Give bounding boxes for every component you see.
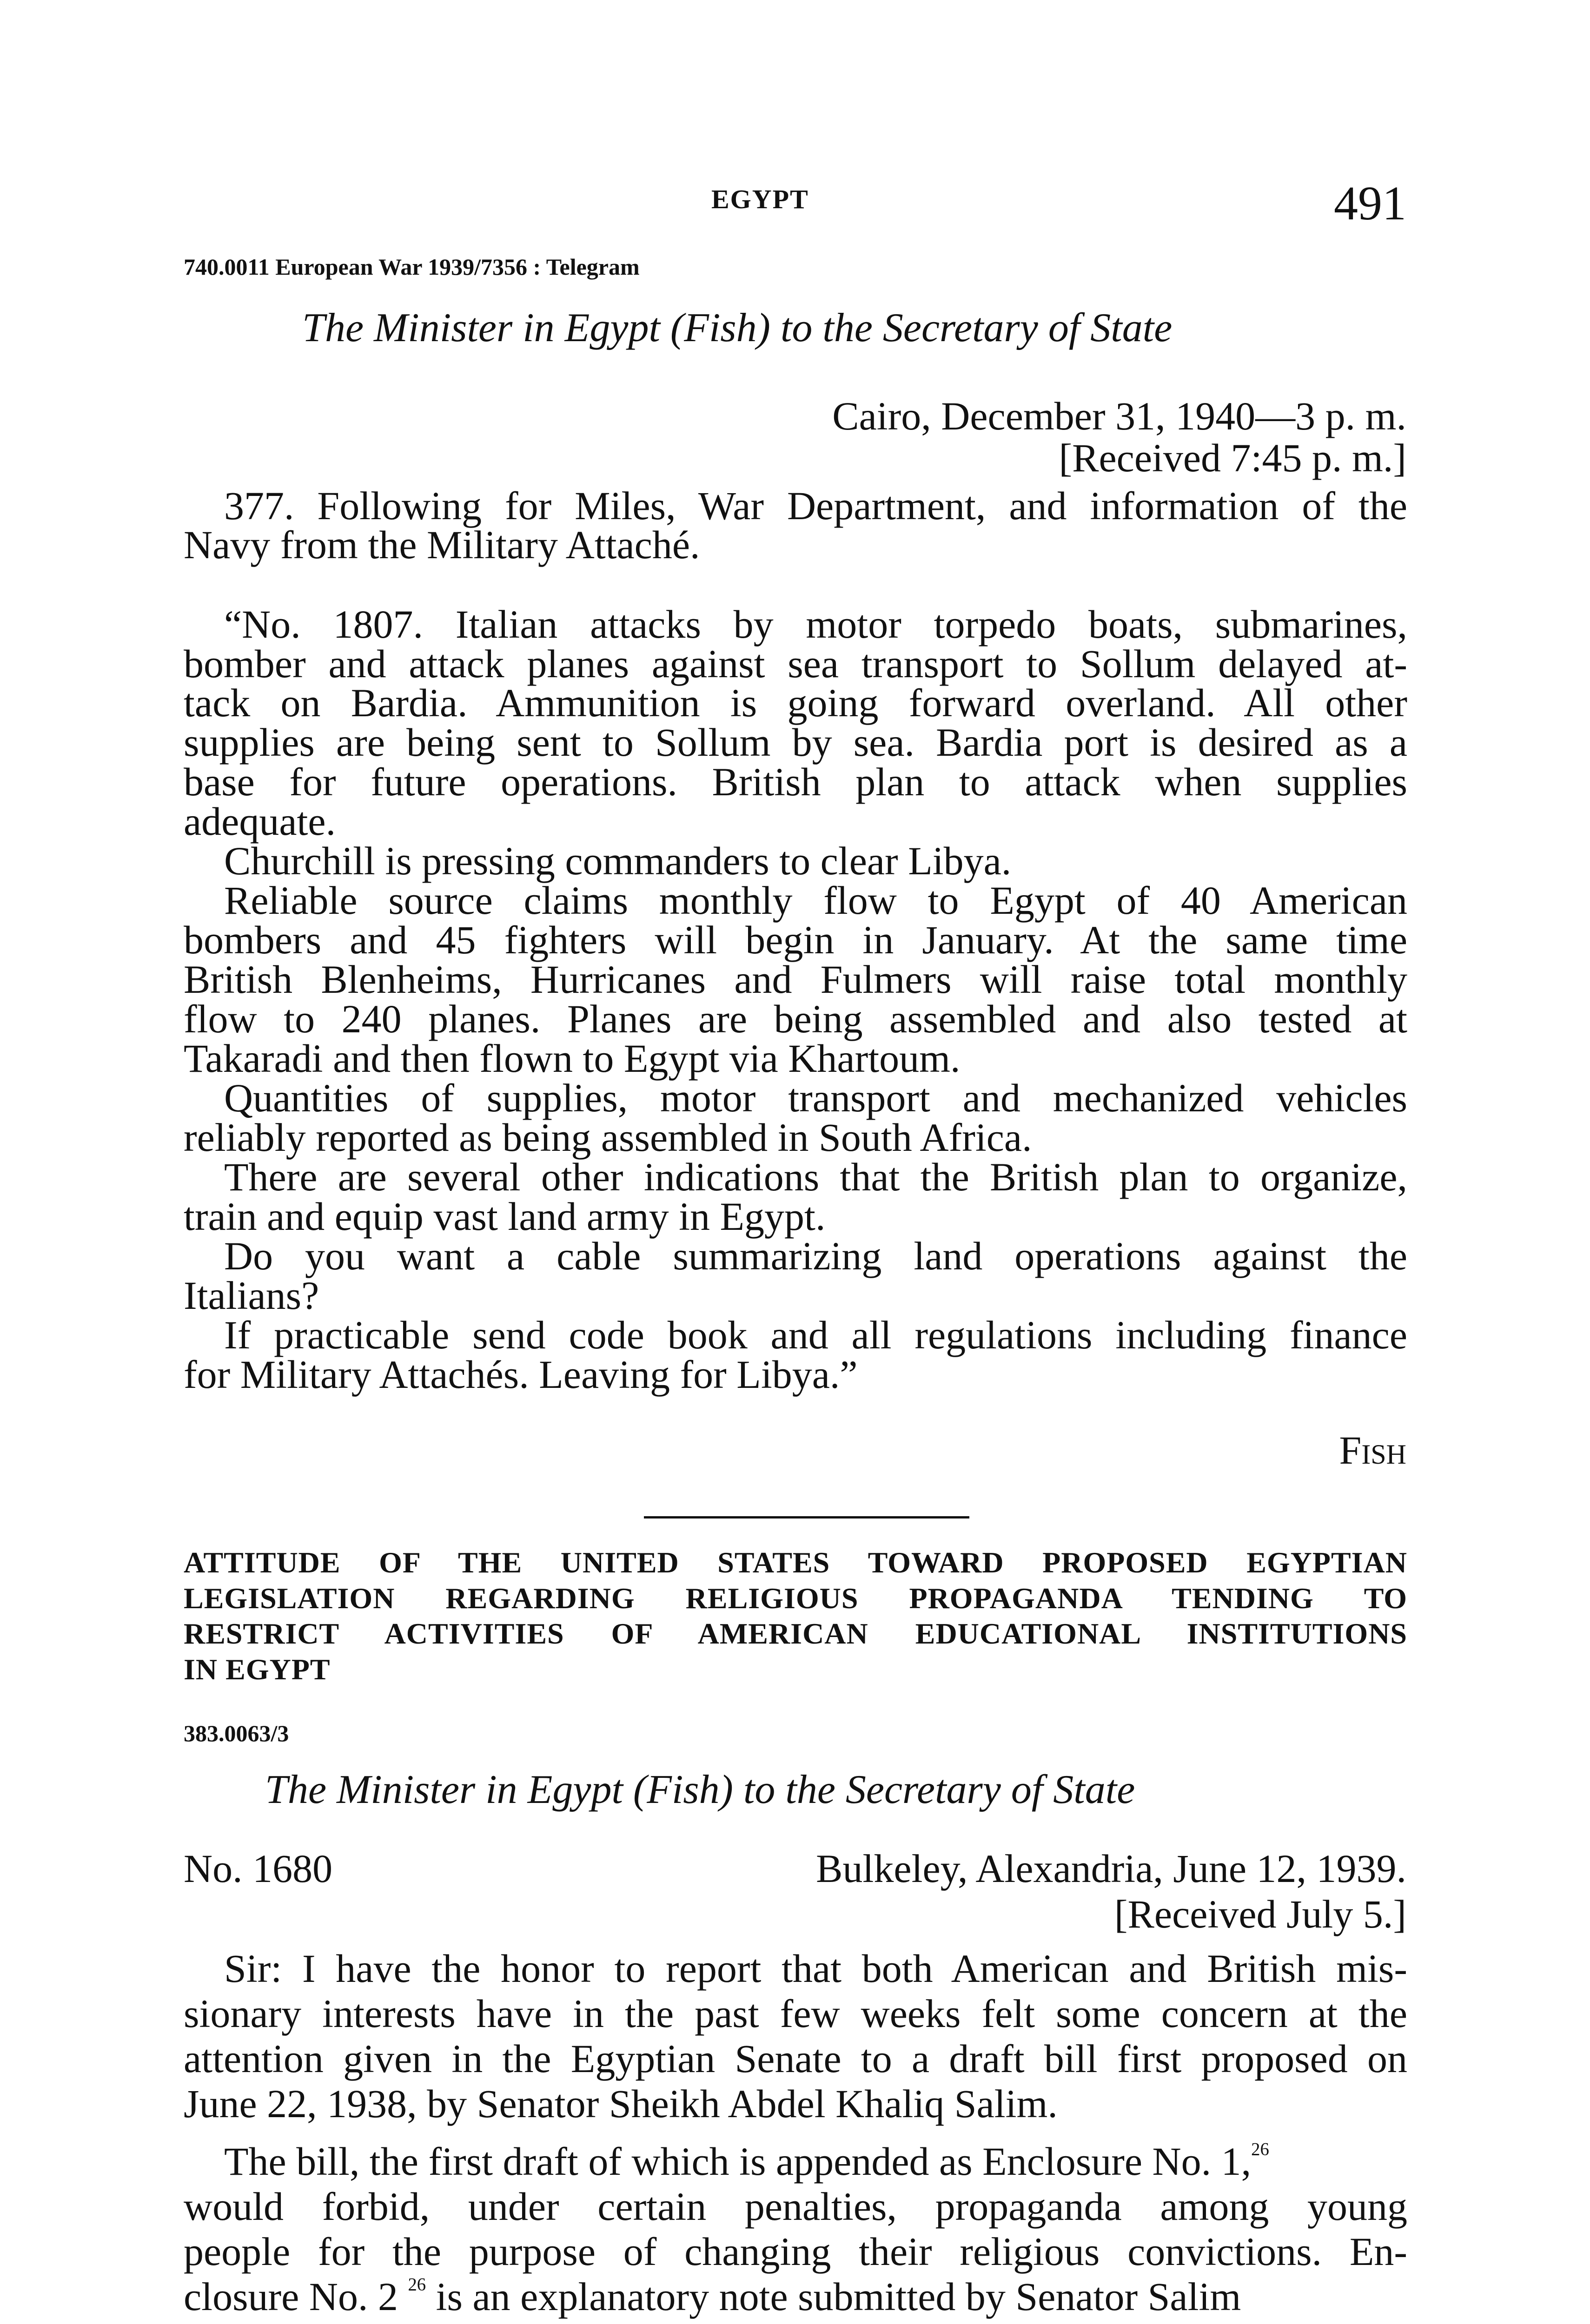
section-divider [644, 1516, 969, 1519]
body-line: train and equip vast land army in Egypt. [184, 1194, 826, 1239]
body-line: Italians? [184, 1273, 319, 1318]
body-line: sionary interests have in the past few weeks felt some concern at the [184, 1991, 1407, 2036]
received-2: [Received July 5.] [1114, 1892, 1406, 1936]
running-title: EGYPT [711, 184, 809, 214]
body-line: British Blenheims, Hurricanes and Fulmers will raise total monthly [184, 957, 1407, 1002]
body-line: The bill, the first draft of which is appended as Enclosure No. 1,26 [224, 2139, 1269, 2184]
body-line: adequate. [184, 799, 336, 844]
body-line: There are several other indications that the British plan to organize, [224, 1155, 1407, 1199]
document-caption-2: The Minister in Egypt (Fish) to the Secretary of State [265, 1767, 1135, 1812]
file-reference-2: 383.0063/3 [184, 1720, 289, 1746]
body-line: flow to 240 planes. Planes are being assembled and also tested at [184, 997, 1407, 1041]
file-reference-1: 740.0011 European War 1939/7356 : Telegram [184, 254, 640, 280]
body-line: tack on Bardia. Ammunition is going forward overland. All other [184, 680, 1407, 725]
body-line: Do you want a cable summarizing land operations against the [224, 1234, 1407, 1278]
body-line: Sir: I have the honor to report that both American and British mis- [224, 1946, 1407, 1991]
body-line: closure No. 2 $^{26}$ is an explanatory note submitted by Senator Salim [184, 2274, 1241, 2319]
body-line: would forbid, under certain penalties, propaganda among young [184, 2184, 1407, 2229]
body-line: bombers and 45 fighters will begin in January. At the same time [184, 918, 1407, 962]
dateline-2: Bulkeley, Alexandria, June 12, 1939. [816, 1846, 1406, 1891]
body-line: supplies are being sent to Sollum by sea. Bardia port is desired as a [184, 720, 1407, 765]
signature-1: Fish [1339, 1428, 1406, 1472]
body-line: “No. 1807. Italian attacks by motor torpedo boats, submarines, [224, 602, 1407, 647]
body-line: Quantities of supplies, motor transport and mechanized vehicles [224, 1076, 1407, 1120]
footnote-ref: 26 [1251, 2139, 1269, 2159]
document-number: No. 1680 [184, 1846, 333, 1891]
body-line: Churchill is pressing commanders to clear Libya. [224, 838, 1012, 883]
body-line: June 22, 1938, by Senator Sheikh Abdel Khaliq Salim. [184, 2081, 1058, 2126]
body-line: Reliable source claims monthly flow to Egypt of 40 American [224, 878, 1407, 923]
body-line: Navy from the Military Attaché. [184, 522, 700, 567]
body-line: 377. Following for Miles, War Department, and information of the [224, 483, 1407, 528]
section-heading-line: ATTITUDE OF THE UNITED STATES TOWARD PROPOSED EGYPTIAN [184, 1546, 1407, 1579]
body-line: base for future operations. British plan to attack when supplies [184, 759, 1407, 804]
footnote-ref: 26 [408, 2275, 426, 2295]
section-heading-line: IN EGYPT [184, 1653, 331, 1686]
body-line: attention given in the Egyptian Senate to a draft bill first proposed on [184, 2036, 1407, 2081]
dateline-1: Cairo, December 31, 1940—3 p. m. [832, 394, 1406, 438]
body-line: If practicable send code book and all regulations including finance [224, 1313, 1407, 1357]
body-line: for Military Attachés. Leaving for Libya.” [184, 1352, 858, 1397]
body-line: Takaradi and then flown to Egypt via Khartoum. [184, 1036, 961, 1081]
body-line: people for the purpose of changing their religious convictions. En- [184, 2229, 1407, 2274]
body-line: reliably reported as being assembled in South Africa. [184, 1115, 1032, 1160]
section-heading-line: LEGISLATION REGARDING RELIGIOUS PROPAGANDA TENDING TO [184, 1582, 1407, 1615]
document-caption-1: The Minister in Egypt (Fish) to the Secretary of State [302, 305, 1173, 350]
section-heading-line: RESTRICT ACTIVITIES OF AMERICAN EDUCATIONAL INSTITUTIONS [184, 1617, 1407, 1650]
page-number: 491 [1334, 177, 1406, 230]
body-line: bomber and attack planes against sea transport to Sollum delayed at- [184, 641, 1407, 686]
received-1: [Received 7:45 p. m.] [1059, 436, 1406, 480]
